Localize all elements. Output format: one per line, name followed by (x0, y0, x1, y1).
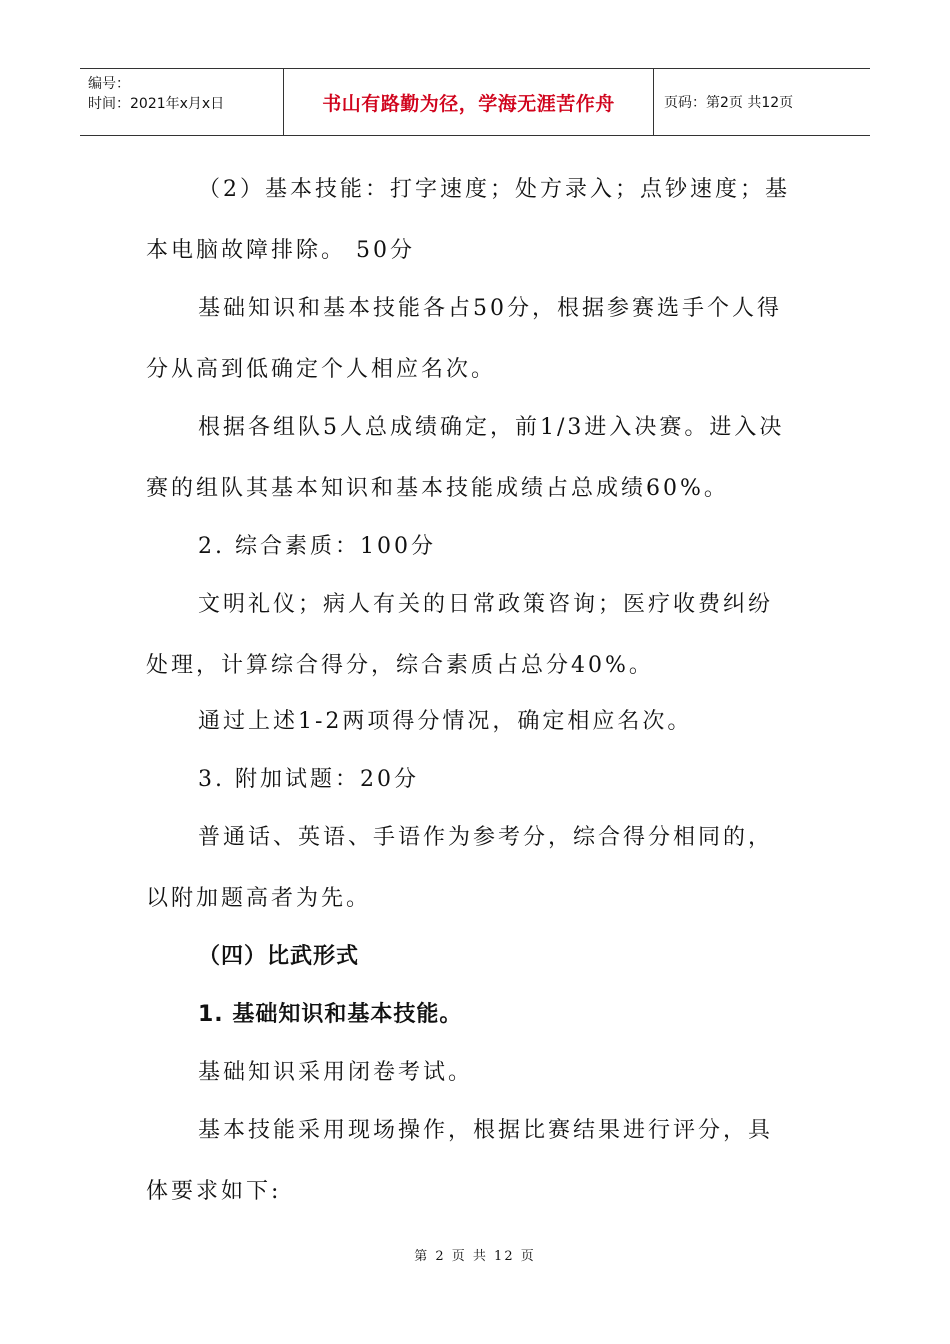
paragraph-line: 通过上述1-2两项得分情况，确定相应名次。 (198, 709, 693, 734)
paragraph-line: 基础知识采用闭卷考试。 (198, 1060, 474, 1085)
subsection-heading-bold: 1. 基础知识和基本技能。 (198, 1002, 463, 1027)
page-footer: 第 2 页 共 12 页 (414, 1249, 536, 1264)
document-time-label: 时间：2021年x月x日 (88, 96, 225, 112)
page-header (80, 68, 870, 136)
header-motto: 书山有路勤为径，学海无涯苦作舟 (322, 92, 615, 115)
paragraph-line: 赛的组队其基本知识和基本技能成绩占总成绩60%。 (146, 476, 729, 501)
header-page-cell (654, 69, 870, 135)
paragraph-line: 基础知识和基本技能各占50分，根据参赛选手个人得 (198, 296, 782, 321)
paragraph-line: 以附加题高者为先。 (146, 886, 372, 911)
paragraph-line: 文明礼仪；病人有关的日常政策咨询；医疗收费纠纷 (198, 592, 774, 617)
paragraph-line: （2）基本技能：打字速度；处方录入；点钞速度；基 (198, 177, 790, 202)
paragraph-line: 本电脑故障排除。 50分 (146, 238, 415, 263)
section-heading: 3. 附加试题：20分 (198, 767, 419, 792)
paragraph-line: 基本技能采用现场操作，根据比赛结果进行评分，具 (198, 1118, 774, 1143)
paragraph-line: 分从高到低确定个人相应名次。 (146, 357, 497, 382)
paragraph-line: 体要求如下: (146, 1179, 282, 1204)
header-meta (80, 69, 283, 135)
paragraph-line: 普通话、英语、手语作为参考分，综合得分相同的， (198, 825, 774, 850)
paragraph-line: 根据各组队5人总成绩确定，前1/3进入决赛。进入决 (198, 415, 785, 440)
paragraph-line: 处理，计算综合得分，综合素质占总分40%。 (146, 653, 654, 678)
header-motto-cell (283, 69, 654, 135)
header-page-info: 页码：第2页 共12页 (664, 95, 794, 111)
section-heading: 2. 综合素质：100分 (198, 534, 436, 559)
section-heading-bold: （四）比武形式 (198, 944, 360, 969)
document-number-label: 编号： (88, 76, 130, 92)
